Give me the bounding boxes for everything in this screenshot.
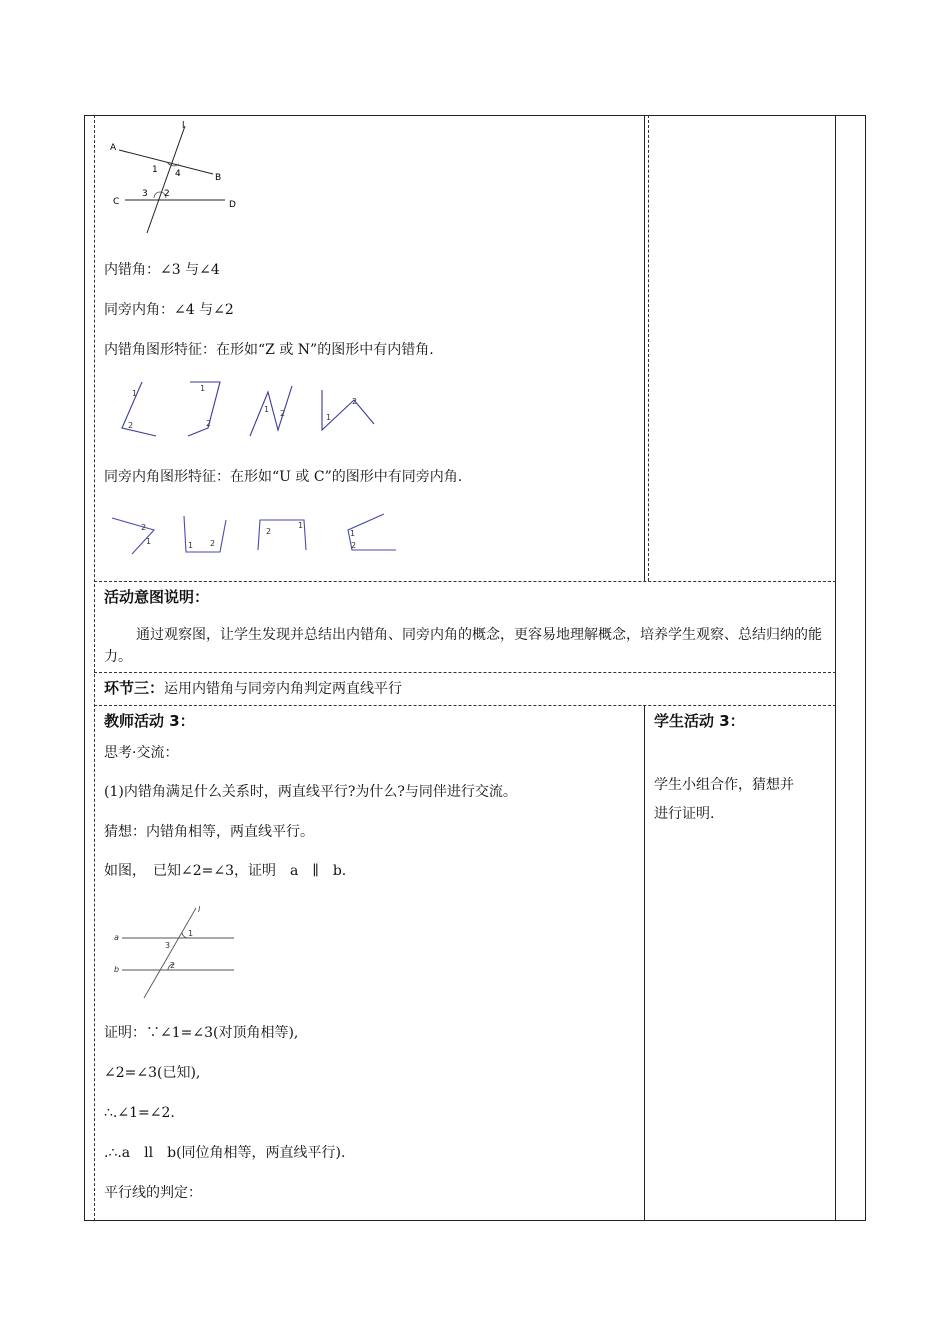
- svg-text:2: 2: [351, 541, 357, 550]
- inner-left-border: [94, 115, 95, 1221]
- student-body-line-1: 学生小组合作，猜想并: [654, 777, 794, 793]
- teacher-question: (1)内错角满足什么关系时，两直线平行?为什么?与同伴进行交流。: [104, 784, 517, 800]
- teacher-given: 如图， 已知∠2=∠3，证明 a ∥ b.: [104, 863, 347, 879]
- svg-text:1: 1: [264, 405, 270, 414]
- svg-text:2: 2: [141, 523, 147, 532]
- proof-line-3: ∴.∠1=∠2.: [104, 1105, 175, 1121]
- alternate-interior-angles-text: 内错角：∠3 与∠4: [104, 262, 220, 278]
- row-divider-3: [94, 705, 836, 706]
- col-divider-top-b: [648, 115, 649, 581]
- row-divider-2: [94, 672, 836, 673]
- proof-line-2: ∠2=∠3(已知),: [104, 1065, 201, 1081]
- fig1-label-4: 4: [175, 169, 181, 179]
- student-heading: 学生活动 3：: [654, 712, 745, 730]
- svg-text:2: 2: [128, 421, 134, 430]
- proof-line-4: .∴.a ll b(同位角相等，两直线平行).: [104, 1145, 346, 1161]
- svg-text:1: 1: [326, 413, 332, 422]
- svg-text:1: 1: [200, 384, 206, 393]
- table-left-border: [84, 115, 85, 1221]
- u-c-feature-text: 同旁内角图形特征：在形如“U 或 C”的图形中有同旁内角.: [104, 469, 463, 485]
- teacher-heading: 教师活动 3：: [104, 712, 195, 730]
- svg-text:2: 2: [280, 409, 286, 418]
- student-body-line-2: 进行证明.: [654, 806, 715, 822]
- fig2-label-3: 3: [165, 941, 171, 950]
- parallel-lines-figure: [110, 902, 242, 1002]
- table-right-border: [865, 115, 866, 1221]
- fig1-label-1: 1: [152, 165, 158, 175]
- fig2-label-b: b: [114, 965, 120, 974]
- fig1-label-d: D: [229, 200, 236, 210]
- intent-heading: 活动意图说明：: [104, 588, 210, 606]
- svg-text:2: 2: [352, 397, 358, 406]
- fig2-label-l: l: [198, 905, 201, 914]
- z-n-shapes-figure: [108, 378, 388, 438]
- step3-row: [104, 679, 402, 698]
- step3-title: 运用内错角与同旁内角判定两直线平行: [164, 681, 403, 697]
- teacher-think-exchange: 思考·交流：: [104, 745, 179, 761]
- table-bottom-border: [84, 1220, 866, 1221]
- svg-text:1: 1: [350, 529, 356, 538]
- fig2-label-2: 2: [170, 961, 176, 970]
- fig1-label-2: 2: [164, 189, 170, 199]
- col-divider-top: [644, 115, 645, 581]
- fig1-label-c: C: [113, 197, 120, 207]
- svg-text:2: 2: [206, 419, 212, 428]
- geometry-figure-transversal: [105, 118, 245, 238]
- row-divider-1: [94, 581, 836, 582]
- svg-text:1: 1: [188, 541, 194, 550]
- same-side-interior-angles-text: 同旁内角：∠4 与∠2: [104, 302, 234, 318]
- step3-label: 环节三：: [104, 679, 165, 697]
- fig1-label-a: A: [110, 143, 117, 153]
- parallel-criteria-heading: 平行线的判定：: [104, 1185, 202, 1201]
- col-divider-bottom: [644, 705, 645, 1220]
- proof-line-1: 证明：∵∠1=∠3(对顶角相等),: [104, 1025, 299, 1041]
- z-n-feature-text: 内错角图形特征：在形如“Z 或 N”的图形中有内错角.: [104, 342, 434, 358]
- fig2-label-a: a: [114, 933, 119, 942]
- intent-body: 通过观察图，让学生发现并总结出内错角、同旁内角的概念，更容易地理解概念，培养学生观察、总结归纳的能力。: [104, 627, 822, 665]
- teacher-conjecture: 猜想：内错角相等，两直线平行。: [104, 824, 314, 840]
- fig1-label-l: l: [182, 121, 185, 131]
- fig1-label-3: 3: [142, 189, 148, 199]
- svg-text:1: 1: [298, 521, 304, 530]
- svg-text:1: 1: [132, 389, 138, 398]
- svg-text:2: 2: [266, 527, 272, 536]
- table-right-inner-border: [835, 115, 836, 1221]
- u-c-shapes-figure: [108, 510, 408, 560]
- fig1-label-b: B: [215, 173, 222, 183]
- svg-text:1: 1: [146, 537, 152, 546]
- svg-text:2: 2: [210, 539, 216, 548]
- fig2-label-1: 1: [188, 929, 194, 938]
- table-top-border: [84, 115, 866, 116]
